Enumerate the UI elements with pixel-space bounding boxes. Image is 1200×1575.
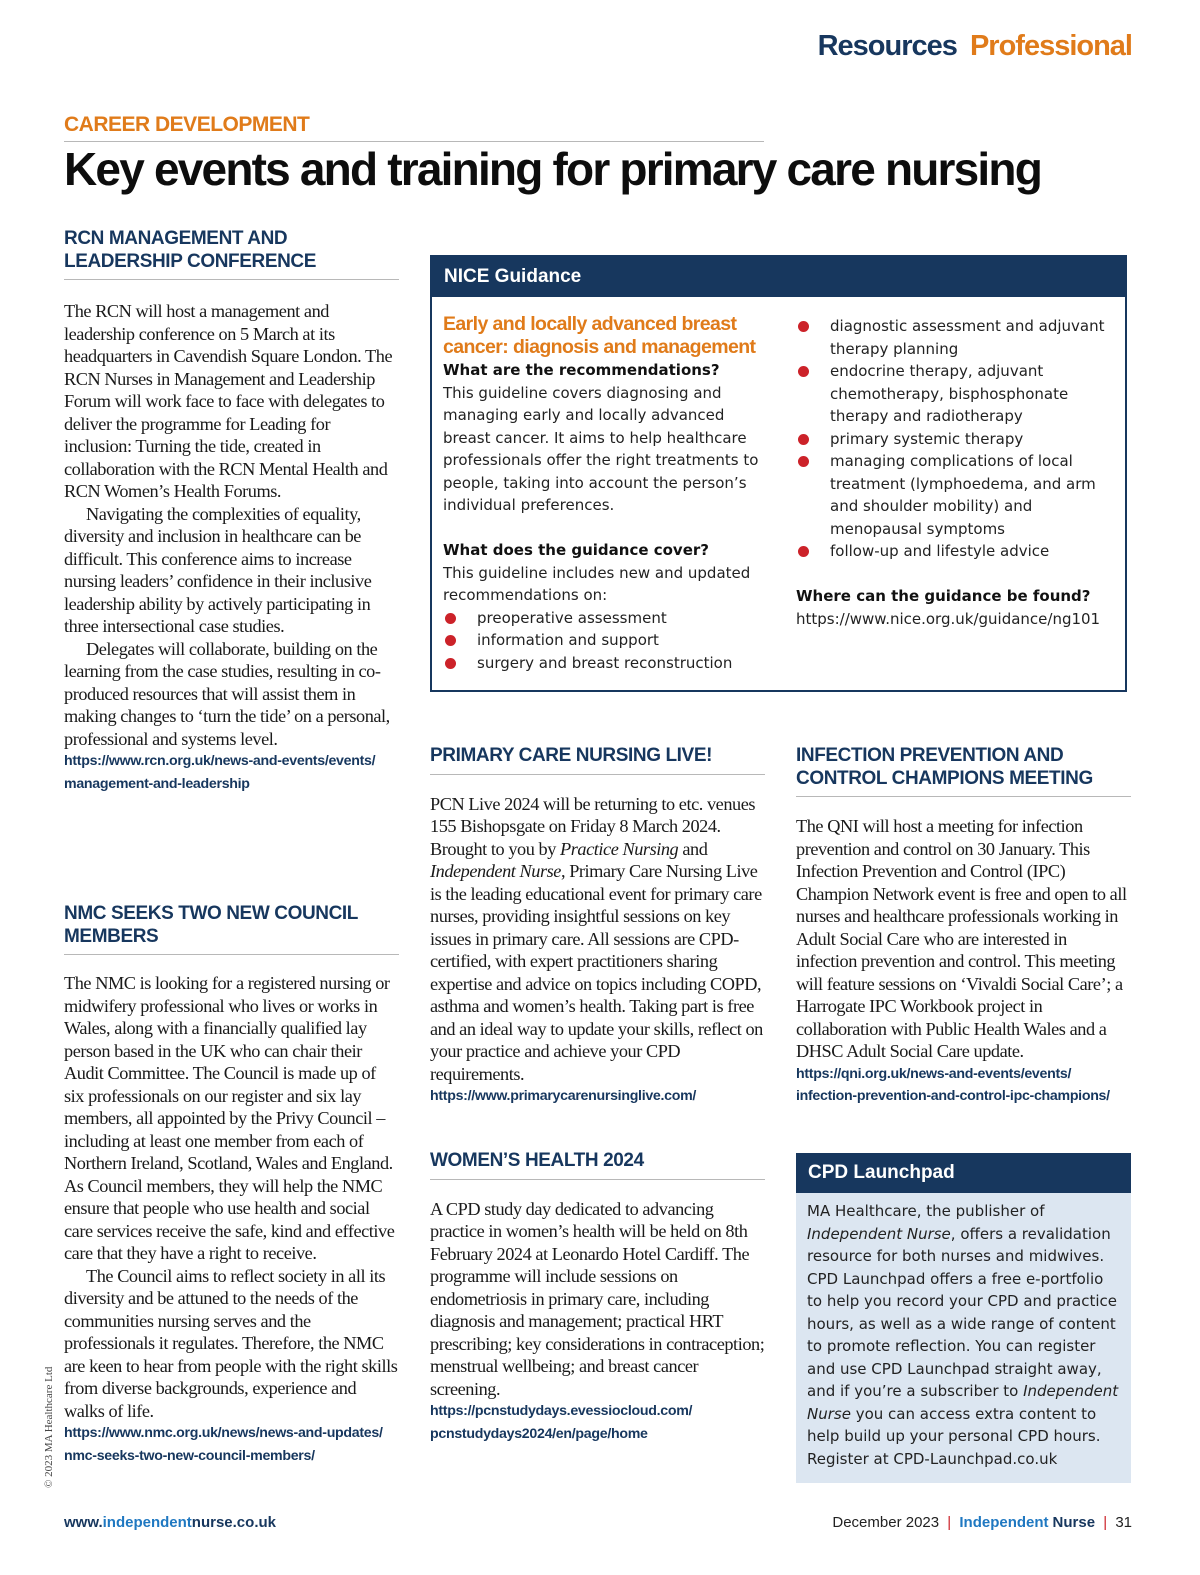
- page-title: Key events and training for primary care nursing: [64, 143, 1042, 195]
- pcn-paragraph: PCN Live 2024 will be returning to etc. venues 155 Bishopsgate on Friday 8 March 2024. Brought to you by Practice Nursing and Independent Nurse, Primary Care Nursing Live is the leading educational event for primary care nurses, providing insightful sessions on key issues in primary care. All sessions are CPD-certified, with expert practitioners sharing expertise and advice on topics including COPD, asthma and women’s health. Taking part is free and an ideal way to update your skills, reflect on your practice and achieve your CPD requirements.: [430, 793, 763, 1084]
- rcn-article: [64, 228, 399, 795]
- womens-link-line-2: pcnstudydays2024/en/page/home: [430, 1425, 648, 1442]
- womens-link[interactable]: [430, 1400, 765, 1445]
- bullet-icon: [445, 635, 456, 646]
- rcn-link-line-1: https://www.rcn.org.uk/news-and-events/events/: [64, 753, 376, 769]
- bullet-icon: [798, 321, 809, 332]
- nice-topic: Early and locally advanced breast cancer: diagnosis and management: [443, 313, 756, 358]
- nice-left-column: [443, 313, 763, 674]
- pcn-heading: PRIMARY CARE NURSING LIVE!: [430, 745, 765, 775]
- header-professional: Professional: [969, 30, 1132, 62]
- list-item: diagnostic assessment and adjuvant therapy planning: [796, 315, 1121, 360]
- nice-answer-2: This guideline includes new and updated recommendations on:: [443, 563, 751, 604]
- footer-brand-nurse: Nurse: [1052, 1514, 1096, 1531]
- list-item: follow-up and lifestyle advice: [796, 540, 1121, 563]
- cpd-box-title: CPD Launchpad: [796, 1153, 1131, 1193]
- nice-question-3: Where can the guidance be found?: [796, 587, 1091, 605]
- page-number: 31: [1115, 1514, 1132, 1531]
- pcn-link[interactable]: https://www.primarycarenursinglive.com/: [430, 1088, 697, 1104]
- bullet-icon: [798, 546, 809, 557]
- cpd-launchpad-box: [796, 1153, 1131, 1483]
- nmc-link-line-1: https://www.nmc.org.uk/news/news-and-updates/: [64, 1425, 383, 1441]
- womens-paragraph: A CPD study day dedicated to advancing practice in women’s health will be held on 8th February 2024 at Leonardo Hotel Cardiff. The programme will include sessions on endometriosis in primary care, including diagnosis and management; practical HRT prescribing; key considerations in contraception; menstrual wellbeing; and breast cancer screening.: [430, 1198, 765, 1399]
- nice-answer-1: This guideline covers diagnosing and managing early and locally advanced breast cancer. It aims to help healthcare professionals offer the right treatments to people, taking into account the person’s individual preferences.: [443, 383, 759, 514]
- nice-question-2: What does the guidance cover?: [443, 541, 709, 559]
- section-header: [818, 28, 1132, 64]
- nice-url[interactable]: https://www.nice.org.uk/guidance/ng101: [796, 609, 1101, 628]
- nice-guidance-box: [430, 255, 1127, 692]
- pcn-article: [430, 745, 765, 1108]
- womens-health-article: [430, 1150, 765, 1445]
- nmc-link[interactable]: [64, 1422, 399, 1467]
- ipc-article: [796, 745, 1131, 1108]
- header-resources: Resources: [817, 30, 957, 62]
- list-item: primary systemic therapy: [796, 428, 1121, 451]
- nmc-paragraph-2: The Council aims to reflect society in all its diversity and be attuned to the needs of the communities nursing serves and the professionals it regulates. Therefore, the NMC are keen to hear from people with the right skills from diverse backgrounds, experience and walks of life.: [64, 1265, 398, 1421]
- footer-issue: [832, 1512, 1132, 1534]
- ipc-link-line-2: infection-prevention-and-control-ipc-champions/: [796, 1088, 1110, 1104]
- nice-box-title: NICE Guidance: [432, 257, 1125, 297]
- copyright: © 2023 MA Healthcare Ltd: [43, 1366, 55, 1488]
- nmc-heading: NMC SEEKS TWO NEW COUNCIL MEMBERS: [64, 903, 399, 955]
- list-item: information and support: [443, 629, 763, 652]
- rcn-link[interactable]: [64, 750, 399, 795]
- nice-bullets-right: [796, 315, 1121, 563]
- footer-date: December 2023: [832, 1514, 940, 1531]
- footer-separator: |: [947, 1514, 952, 1531]
- ipc-paragraph: The QNI will host a meeting for infection prevention and control on 30 January. This Infection Prevention and Control (IPC) Champion Network event is free and open to all nurses and healthcare professionals working in Adult Social Care who are interested in infection prevention and control. This meeting will feature sessions on ‘Vivaldi Social Care’; a Harrogate IPC Workbook project in collaboration with Public Health Wales and a DHSC Adult Social Care update.: [796, 816, 1127, 1061]
- list-item: preoperative assessment: [443, 607, 763, 630]
- ipc-link[interactable]: [796, 1063, 1131, 1108]
- rcn-paragraph-2: Navigating the complexities of equality, diversity and inclusion in healthcare can be difficult. This conference aims to increase nursing leaders’ confidence in their inclusive leadership ability by actively participating in three intersectional case studies.: [64, 503, 372, 636]
- nmc-paragraph-1: The NMC is looking for a registered nursing or midwifery professional who lives or works in Wales, along with a financially qualified lay person based in the UK who can chair their Audit Committee. The Council is made up of six professionals on our register and six lay members, all appointed by the Privy Council – including at least one member from each of Northern Ireland, Scotland, Wales and England. As Council members, they will help the NMC ensure that people who use health and social care services receive the safe, kind and effective care that they have a right to receive.: [64, 973, 395, 1263]
- womens-heading: WOMEN’S HEALTH 2024: [430, 1150, 765, 1180]
- rcn-paragraph-3: Delegates will collaborate, building on the learning from the case studies, resulting in co-produced resources that will assist them in making changes to ‘turn the tide’ on a personal, professional and systems level.: [64, 638, 390, 749]
- list-item: endocrine therapy, adjuvant chemotherapy, bisphosphonate therapy and radiotherapy: [796, 360, 1121, 428]
- list-item: surgery and breast reconstruction: [443, 652, 763, 675]
- womens-link-line-1: https://pcnstudydays.evessiocloud.com/: [430, 1403, 693, 1419]
- list-item: managing complications of local treatment (lymphoedema, and arm and shoulder mobility) and menopausal symptoms: [796, 450, 1121, 540]
- footer-website[interactable]: www.independentnurse.co.uk: [64, 1514, 276, 1531]
- nmc-article: [64, 903, 399, 1467]
- ipc-heading: INFECTION PREVENTION AND CONTROL CHAMPIONS MEETING: [796, 745, 1131, 797]
- rcn-paragraph-1: The RCN will host a management and leadership conference on 5 March at its headquarters in Cavendish Square London. The RCN Nurses in Management and Leadership Forum will work face to face with delegates to deliver the programme for Leading for inclusion: Turning the tide, created in collaboration with the RCN Mental Health and RCN Women’s Health Forums.: [64, 301, 393, 501]
- nice-bullets-left: [443, 607, 763, 675]
- rcn-link-line-2: management-and-leadership: [64, 775, 250, 792]
- rcn-heading: RCN MANAGEMENT AND LEADERSHIP CONFERENCE: [64, 228, 399, 280]
- bullet-icon: [798, 366, 809, 377]
- cpd-paragraph: MA Healthcare, the publisher of Independent Nurse, offers a revalidation resource for both nurses and midwives. CPD Launchpad offers a free e-portfolio to help you record your CPD and practice hours, as well as a wide range of content to promote reflection. You can register and use CPD Launchpad straight away, and if you’re a subscriber to Independent Nurse you can access extra content to help build up your personal CPD hours. Register at CPD-Launchpad.co.uk: [807, 1202, 1119, 1468]
- nice-right-column: [796, 315, 1121, 630]
- bullet-icon: [798, 434, 809, 445]
- bullet-icon: [798, 456, 809, 467]
- nmc-link-line-2: nmc-seeks-two-new-council-members/: [64, 1447, 315, 1464]
- bullet-icon: [445, 658, 456, 669]
- ipc-link-line-1: https://qni.org.uk/news-and-events/events/: [796, 1065, 1072, 1082]
- kicker: CAREER DEVELOPMENT: [64, 112, 764, 142]
- bullet-icon: [445, 613, 456, 624]
- footer-brand-independent: Independent: [959, 1514, 1049, 1531]
- footer-separator-2: |: [1103, 1514, 1108, 1531]
- nice-question-1: What are the recommendations?: [443, 361, 720, 379]
